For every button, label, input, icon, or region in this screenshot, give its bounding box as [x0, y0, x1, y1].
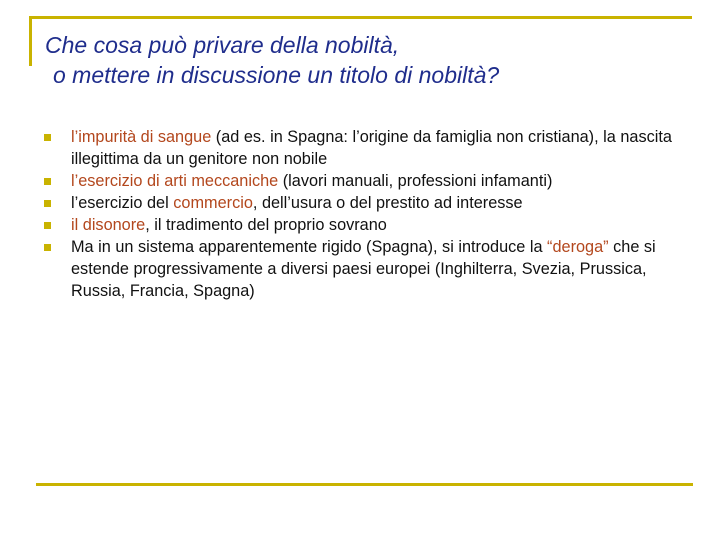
bullet-prefix: l’esercizio del: [71, 194, 174, 212]
bullet-highlight: l’esercizio di arti meccaniche: [71, 172, 279, 190]
top-border-line: [29, 16, 692, 19]
list-item-mechanical-arts: [42, 170, 692, 192]
bullet-text: , dell’usura o del prestito ad interesse: [252, 194, 523, 212]
bullet-text: (lavori manuali, professioni infamanti): [278, 172, 553, 190]
bullet-highlight: “deroga”: [547, 238, 609, 256]
list-item-deroga: [42, 236, 692, 302]
bullet-prefix: Ma in un sistema apparentemente rigido (Spagna), si introduce la: [71, 238, 548, 256]
list-item-commerce: [42, 192, 692, 214]
title-line-1: Che cosa può privare della nobiltà,: [45, 32, 400, 58]
square-bullet-icon: [44, 200, 51, 207]
title-line-2: o mettere in discussione un titolo di nobiltà?: [53, 62, 500, 88]
bottom-border-line: [36, 483, 693, 486]
square-bullet-icon: [44, 178, 51, 185]
bullet-text: che si estende progressivamente a diversi paesi europei (Inghilterra, Svezia, Prussica, Russia, Francia, Spagna): [71, 238, 656, 300]
slide-title: [45, 30, 499, 90]
left-border-line: [29, 16, 32, 66]
bullet-list: [42, 126, 692, 302]
square-bullet-icon: [44, 244, 51, 251]
list-item-impurity: [42, 126, 692, 170]
square-bullet-icon: [44, 134, 51, 141]
bullet-text: , il tradimento del proprio sovrano: [145, 216, 387, 234]
bullet-text: (ad es. in Spagna: l’origine da famiglia non cristiana), la nascita illegittima da un genitore non nobile: [71, 128, 672, 168]
bullet-highlight: il disonore: [71, 216, 146, 234]
bullet-highlight: commercio: [173, 194, 253, 212]
bullet-highlight: l’impurità di sangue: [71, 128, 212, 146]
square-bullet-icon: [44, 222, 51, 229]
list-item-dishonor: [42, 214, 692, 236]
